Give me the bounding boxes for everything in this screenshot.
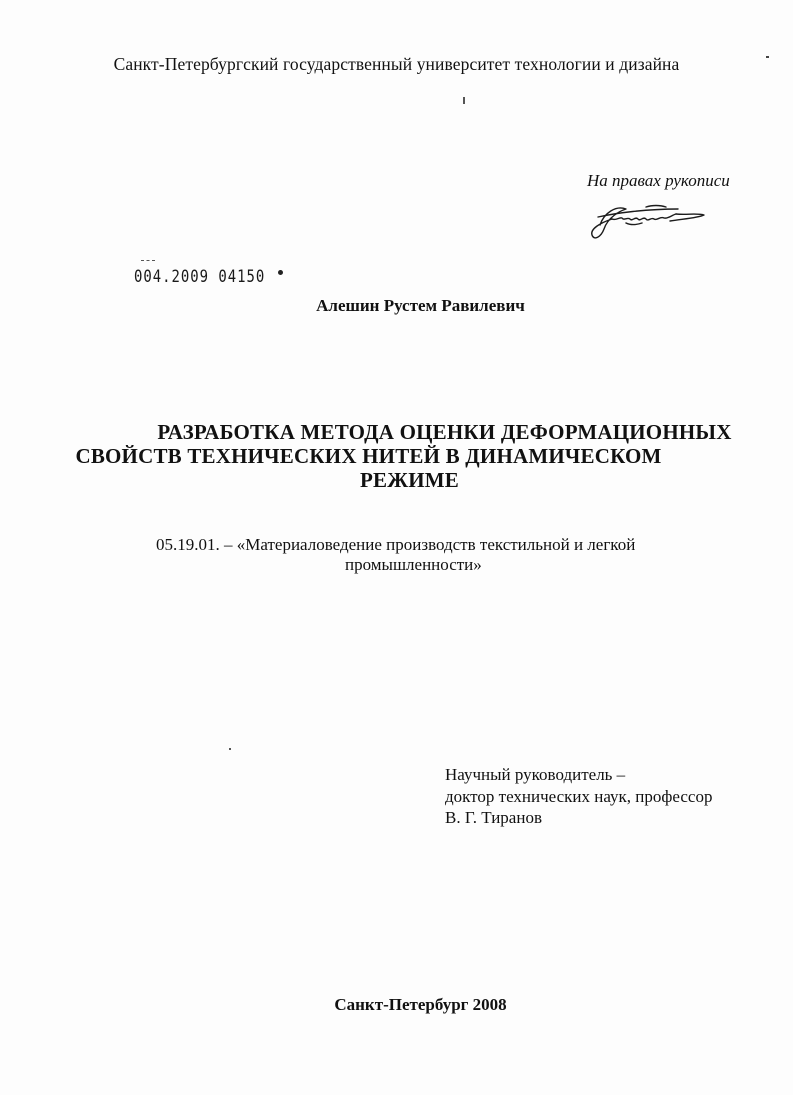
thesis-title-line: РЕЖИМЕ bbox=[360, 468, 459, 492]
supervisor-degree: доктор технических наук, профессор bbox=[445, 787, 713, 806]
author-name: Алешин Рустем Равилевич bbox=[316, 296, 525, 315]
specialty-name-line: промышленности» bbox=[345, 555, 482, 574]
supervisor-name: В. Г. Тиранов bbox=[445, 808, 542, 827]
thesis-title-line: СВОЙСТВ ТЕХНИЧЕСКИХ НИТЕЙ В ДИНАМИЧЕСКОМ bbox=[75, 444, 662, 468]
city-year: Санкт-Петербург 2008 bbox=[334, 995, 507, 1014]
stamp-marks bbox=[141, 260, 155, 263]
scan-speck bbox=[766, 56, 769, 58]
stamp-dot bbox=[278, 270, 283, 275]
library-inventory-number: 004.2009 04150 bbox=[134, 267, 266, 287]
supervisor-role: Научный руководитель – bbox=[445, 765, 626, 784]
specialty-code-line: 05.19.01. – «Материаловедение производств текстильной и легкой bbox=[156, 535, 636, 554]
scan-speck bbox=[463, 97, 465, 104]
thesis-title-line: РАЗРАБОТКА МЕТОДА ОЦЕНКИ ДЕФОРМАЦИОННЫХ bbox=[157, 420, 732, 444]
university-name: Санкт-Петербургский государственный университет технологии и дизайна bbox=[113, 54, 680, 74]
signature-icon bbox=[586, 195, 711, 243]
scan-speck bbox=[229, 748, 231, 750]
manuscript-rights-note: На правах рукописи bbox=[587, 171, 730, 190]
